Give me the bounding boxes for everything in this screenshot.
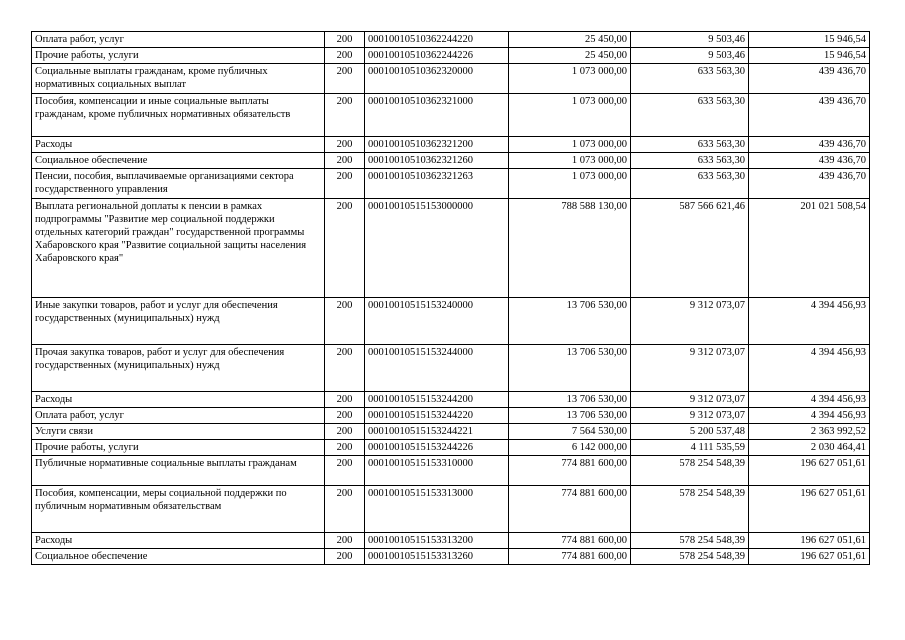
row-name: Прочие работы, услуги — [32, 440, 325, 456]
approved-amount: 25 450,00 — [509, 32, 631, 48]
approved-amount: 13 706 530,00 — [509, 298, 631, 345]
row-kbk: 00010010515153310000 — [365, 456, 509, 486]
row-code: 200 — [325, 533, 365, 549]
executed-amount: 9 312 073,07 — [631, 298, 749, 345]
table-row — [32, 456, 870, 486]
executed-amount: 9 312 073,07 — [631, 345, 749, 392]
executed-amount: 578 254 548,39 — [631, 486, 749, 533]
table-row — [32, 137, 870, 153]
table-row — [32, 345, 870, 392]
table-row — [32, 392, 870, 408]
row-name: Социальное обеспечение — [32, 153, 325, 169]
unexecuted-amount: 439 436,70 — [749, 169, 870, 199]
row-name: Социальные выплаты гражданам, кроме публичных нормативных социальных выплат — [32, 64, 325, 94]
table-row — [32, 424, 870, 440]
unexecuted-amount: 201 021 508,54 — [749, 199, 870, 298]
unexecuted-amount: 2 363 992,52 — [749, 424, 870, 440]
row-kbk: 00010010510362244220 — [365, 32, 509, 48]
row-name: Пенсии, пособия, выплачиваемые организациями сектора государственного управления — [32, 169, 325, 199]
approved-amount: 1 073 000,00 — [509, 153, 631, 169]
unexecuted-amount: 439 436,70 — [749, 94, 870, 137]
unexecuted-amount: 4 394 456,93 — [749, 298, 870, 345]
executed-amount: 578 254 548,39 — [631, 456, 749, 486]
table-row — [32, 32, 870, 48]
table-row — [32, 298, 870, 345]
unexecuted-amount: 439 436,70 — [749, 153, 870, 169]
row-name: Социальное обеспечение — [32, 549, 325, 565]
executed-amount: 9 312 073,07 — [631, 392, 749, 408]
table-row — [32, 549, 870, 565]
executed-amount: 4 111 535,59 — [631, 440, 749, 456]
row-kbk: 00010010510362321200 — [365, 137, 509, 153]
executed-amount: 5 200 537,48 — [631, 424, 749, 440]
row-kbk: 00010010510362321000 — [365, 94, 509, 137]
row-name: Прочие работы, услуги — [32, 48, 325, 64]
row-code: 200 — [325, 32, 365, 48]
row-code: 200 — [325, 64, 365, 94]
row-kbk: 00010010510362321260 — [365, 153, 509, 169]
approved-amount: 1 073 000,00 — [509, 137, 631, 153]
table-row — [32, 408, 870, 424]
approved-amount: 1 073 000,00 — [509, 169, 631, 199]
unexecuted-amount: 439 436,70 — [749, 137, 870, 153]
approved-amount: 13 706 530,00 — [509, 392, 631, 408]
row-code: 200 — [325, 199, 365, 298]
row-kbk: 00010010515153244221 — [365, 424, 509, 440]
row-kbk: 00010010515153244200 — [365, 392, 509, 408]
row-name: Расходы — [32, 392, 325, 408]
table-row — [32, 440, 870, 456]
row-name: Иные закупки товаров, работ и услуг для обеспечения государственных (муниципальных) нужд — [32, 298, 325, 345]
row-code: 200 — [325, 298, 365, 345]
approved-amount: 7 564 530,00 — [509, 424, 631, 440]
approved-amount: 1 073 000,00 — [509, 64, 631, 94]
row-kbk: 00010010515153000000 — [365, 199, 509, 298]
executed-amount: 633 563,30 — [631, 137, 749, 153]
row-kbk: 00010010515153313260 — [365, 549, 509, 565]
unexecuted-amount: 196 627 051,61 — [749, 533, 870, 549]
row-name: Оплата работ, услуг — [32, 32, 325, 48]
executed-amount: 633 563,30 — [631, 153, 749, 169]
approved-amount: 6 142 000,00 — [509, 440, 631, 456]
row-name: Пособия, компенсации и иные социальные выплаты гражданам, кроме публичных нормативных обязательств — [32, 94, 325, 137]
approved-amount: 13 706 530,00 — [509, 345, 631, 392]
executed-amount: 633 563,30 — [631, 64, 749, 94]
row-kbk: 00010010515153244220 — [365, 408, 509, 424]
unexecuted-amount: 4 394 456,93 — [749, 345, 870, 392]
row-kbk: 00010010515153240000 — [365, 298, 509, 345]
row-name: Услуги связи — [32, 424, 325, 440]
row-code: 200 — [325, 456, 365, 486]
unexecuted-amount: 4 394 456,93 — [749, 392, 870, 408]
table-row — [32, 486, 870, 533]
row-code: 200 — [325, 153, 365, 169]
executed-amount: 578 254 548,39 — [631, 533, 749, 549]
approved-amount: 1 073 000,00 — [509, 94, 631, 137]
executed-amount: 633 563,30 — [631, 94, 749, 137]
approved-amount: 774 881 600,00 — [509, 533, 631, 549]
table-row — [32, 169, 870, 199]
table-row — [32, 533, 870, 549]
row-kbk: 00010010510362320000 — [365, 64, 509, 94]
row-kbk: 00010010515153313200 — [365, 533, 509, 549]
row-name: Расходы — [32, 137, 325, 153]
row-name: Прочая закупка товаров, работ и услуг для обеспечения государственных (муниципальных) нужд — [32, 345, 325, 392]
row-code: 200 — [325, 345, 365, 392]
unexecuted-amount: 196 627 051,61 — [749, 456, 870, 486]
approved-amount: 788 588 130,00 — [509, 199, 631, 298]
row-code: 200 — [325, 48, 365, 64]
table-body — [32, 32, 870, 565]
row-code: 200 — [325, 94, 365, 137]
row-kbk: 00010010510362321263 — [365, 169, 509, 199]
approved-amount: 774 881 600,00 — [509, 456, 631, 486]
unexecuted-amount: 4 394 456,93 — [749, 408, 870, 424]
table-row — [32, 153, 870, 169]
unexecuted-amount: 439 436,70 — [749, 64, 870, 94]
executed-amount: 587 566 621,46 — [631, 199, 749, 298]
row-code: 200 — [325, 137, 365, 153]
approved-amount: 13 706 530,00 — [509, 408, 631, 424]
row-name: Пособия, компенсации, меры социальной поддержки по публичным нормативным обязательствам — [32, 486, 325, 533]
approved-amount: 774 881 600,00 — [509, 486, 631, 533]
row-kbk: 00010010515153244000 — [365, 345, 509, 392]
row-code: 200 — [325, 440, 365, 456]
approved-amount: 25 450,00 — [509, 48, 631, 64]
unexecuted-amount: 15 946,54 — [749, 32, 870, 48]
row-code: 200 — [325, 549, 365, 565]
unexecuted-amount: 2 030 464,41 — [749, 440, 870, 456]
row-code: 200 — [325, 169, 365, 199]
row-name: Оплата работ, услуг — [32, 408, 325, 424]
row-name: Выплата региональной доплаты к пенсии в рамках подпрограммы "Развитие мер социальной поддержки отдельных категорий граждан" государственной программы Хабаровского края "Развитие социальной защиты населения Хабаровского края" — [32, 199, 325, 298]
table-row — [32, 64, 870, 94]
executed-amount: 9 503,46 — [631, 48, 749, 64]
budget-execution-table — [31, 31, 870, 565]
executed-amount: 578 254 548,39 — [631, 549, 749, 565]
row-kbk: 00010010515153313000 — [365, 486, 509, 533]
unexecuted-amount: 15 946,54 — [749, 48, 870, 64]
row-name: Расходы — [32, 533, 325, 549]
table-row — [32, 48, 870, 64]
row-code: 200 — [325, 486, 365, 533]
row-code: 200 — [325, 392, 365, 408]
row-kbk: 00010010510362244226 — [365, 48, 509, 64]
row-name: Публичные нормативные социальные выплаты гражданам — [32, 456, 325, 486]
executed-amount: 9 503,46 — [631, 32, 749, 48]
approved-amount: 774 881 600,00 — [509, 549, 631, 565]
table-row — [32, 94, 870, 137]
row-kbk: 00010010515153244226 — [365, 440, 509, 456]
table-row — [32, 199, 870, 298]
row-code: 200 — [325, 424, 365, 440]
executed-amount: 9 312 073,07 — [631, 408, 749, 424]
unexecuted-amount: 196 627 051,61 — [749, 549, 870, 565]
unexecuted-amount: 196 627 051,61 — [749, 486, 870, 533]
executed-amount: 633 563,30 — [631, 169, 749, 199]
row-code: 200 — [325, 408, 365, 424]
